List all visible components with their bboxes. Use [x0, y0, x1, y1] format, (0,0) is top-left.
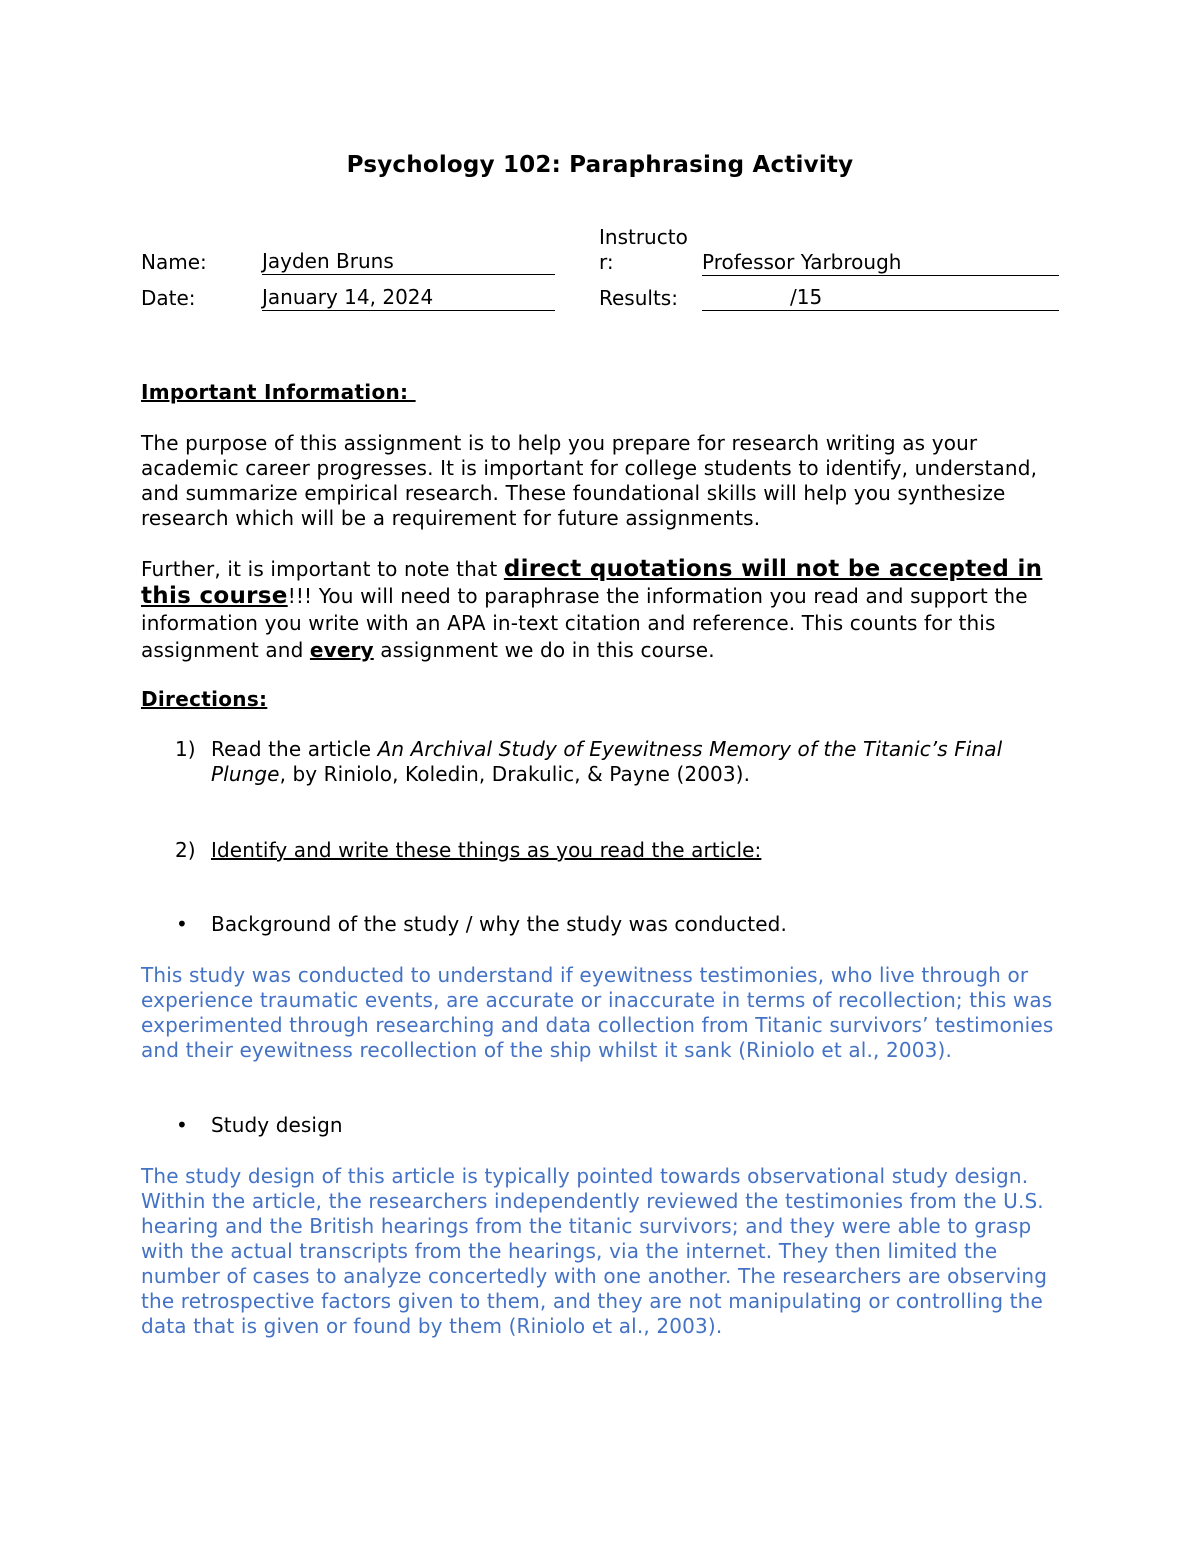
direction-1-number: 1)	[175, 737, 196, 761]
name-label: Name:	[141, 250, 207, 274]
policy-every: every	[309, 638, 374, 662]
date-field: January 14, 2024	[262, 285, 555, 311]
answer-study-design: The study design of this article is typically pointed towards observational study design. Within the article, the researchers independently reviewed the testimonies from the U.S. hearing and the British hearings from the titanic survivors; and they were able to grasp with the actual transcripts from the hearings, via the internet. They then limited the number of cases to analyze concertedly with one another. The researchers are observing the retrospective factors given to them, and they are not manipulating or controlling the data that is given or found by them (Riniolo et al., 2003).	[141, 1164, 1048, 1338]
direction-1-lead: Read the article	[211, 737, 378, 761]
results-label: Results:	[599, 286, 678, 310]
direction-2-text: Identify and write these things as you read the article:	[211, 838, 762, 862]
name-field: Jayden Bruns	[262, 249, 555, 275]
instructor-label-line1: Instructo	[599, 225, 688, 249]
policy-lead: Further, it is important to note that	[141, 557, 504, 581]
important-heading: Important Information:	[141, 380, 416, 404]
bullet-icon: •	[176, 912, 188, 936]
direction-2-number: 2)	[175, 838, 196, 862]
instructor-label-line2: r:	[599, 250, 614, 274]
purpose-paragraph: The purpose of this assignment is to help you prepare for research writing as your academic career progresses. It is important for college students to identify, understand, and summarize empirical research. These foundational skills will help you synthesize research which will be a requirement for future assignments.	[141, 431, 1038, 530]
article-title: An Archival Study of Eyewitness Memory of the Titanic’s Final Plunge	[211, 737, 1003, 786]
policy-tail: assignment we do in this course.	[373, 638, 715, 662]
direction-1-tail: , by Riniolo, Koledin, Drakulic, & Payne (2003).	[279, 762, 751, 786]
direction-1-text	[211, 737, 1041, 787]
instructor-label	[599, 225, 699, 275]
quotation-policy-paragraph	[141, 556, 1071, 664]
directions-heading: Directions:	[141, 687, 268, 711]
question-background: Background of the study / why the study was conducted.	[211, 912, 787, 936]
instructor-field: Professor Yarbrough	[702, 250, 1059, 276]
question-study-design: Study design	[211, 1113, 343, 1137]
results-value: /15	[790, 285, 823, 309]
results-field	[702, 285, 1059, 311]
bullet-icon: •	[176, 1113, 188, 1137]
policy-mid: !!! You will need to paraphrase the information you read and support the information you write with an APA in-text citation and reference. This counts for this assignment and	[141, 584, 1028, 662]
date-label: Date:	[141, 286, 196, 310]
answer-background: This study was conducted to understand if eyewitness testimonies, who live through or experience traumatic events, are accurate or inaccurate in terms of recollection; this was experimented through researching and data collection from Titanic survivors’ testimonies and their eyewitness recollection of the ship whilst it sank (Riniolo et al., 2003).	[141, 963, 1054, 1062]
page-title: Psychology 102: Paraphrasing Activity	[346, 152, 854, 178]
policy-emphasis: direct quotations will not be accepted in this course	[141, 556, 1043, 609]
